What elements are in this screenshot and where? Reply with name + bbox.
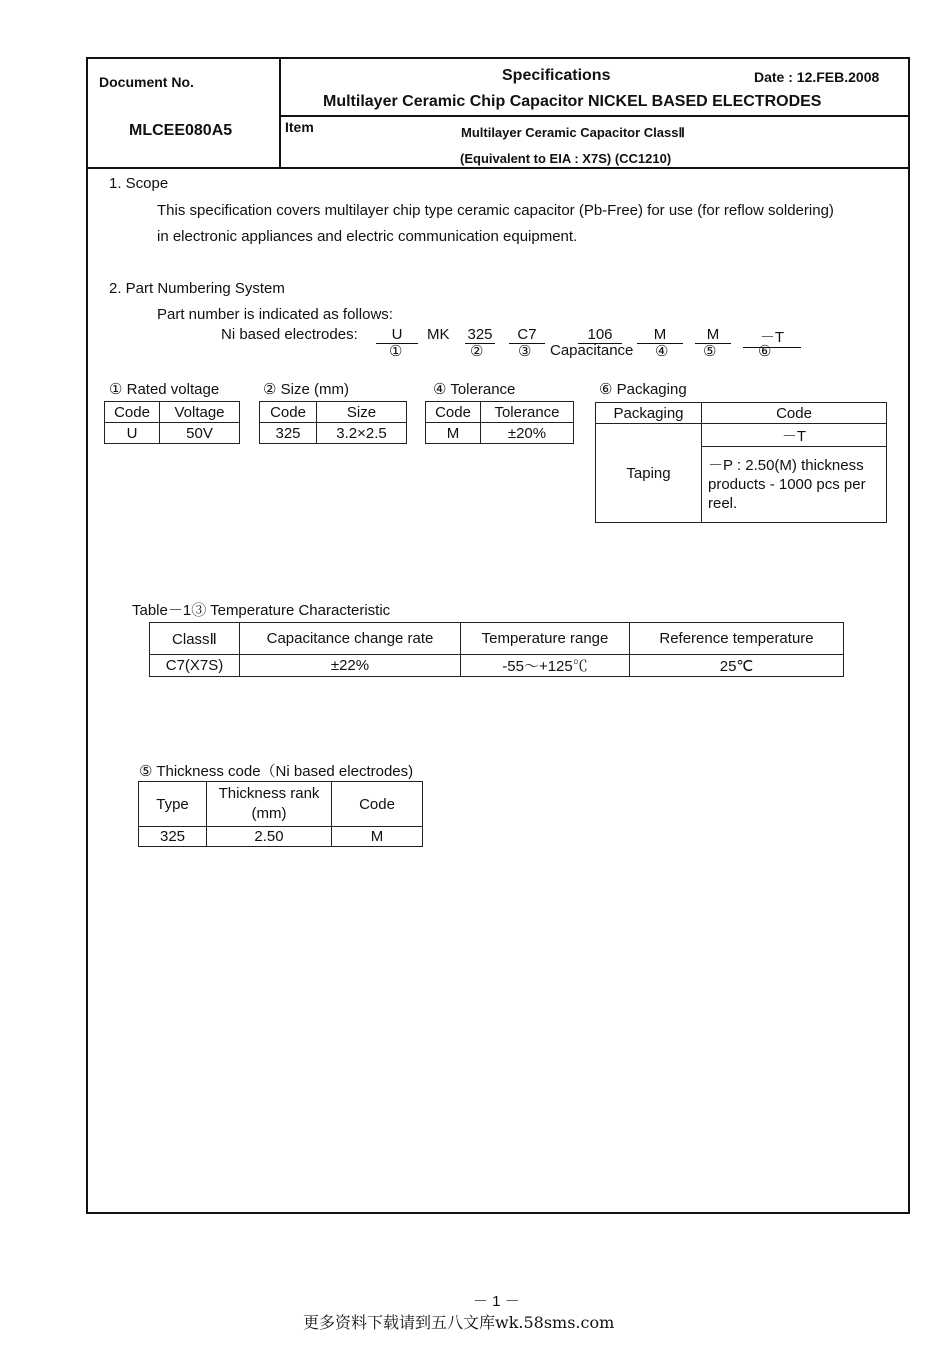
part-numbering-heading: 2. Part Numbering System bbox=[109, 280, 285, 297]
header-divider-bottom bbox=[87, 167, 910, 169]
tolerance-header-tolerance: Tolerance bbox=[481, 402, 574, 423]
scope-heading: 1. Scope bbox=[109, 175, 169, 192]
temperature-title: Table－1③ Temperature Characteristic bbox=[132, 602, 391, 619]
rated-voltage-header-code: Code bbox=[105, 402, 160, 423]
size-code: 325 bbox=[260, 423, 317, 444]
marker-capacitance: Capacitance bbox=[550, 342, 634, 359]
document-no-label: Document No. bbox=[99, 74, 194, 90]
tolerance-title: ④ Tolerance bbox=[433, 381, 516, 398]
thickness-header-rank-cell bbox=[207, 782, 332, 827]
part-code-packaging: －T bbox=[743, 326, 801, 348]
packaging-type: Taping bbox=[596, 424, 702, 523]
part-code-series: MK bbox=[427, 326, 450, 343]
rated-voltage-header-voltage: Voltage bbox=[160, 402, 240, 423]
packaging-code-p: －P : 2.50(M) thickness products - 1000 pcs per reel. bbox=[702, 447, 887, 523]
marker-6: ⑥ bbox=[758, 343, 772, 360]
rated-voltage-value: 50V bbox=[160, 423, 240, 444]
marker-2: ② bbox=[470, 343, 484, 360]
rated-voltage-title: ① Rated voltage bbox=[109, 381, 220, 398]
item-line-1: Multilayer Ceramic Capacitor ClassⅡ bbox=[461, 125, 685, 140]
thickness-header-code: Code bbox=[332, 782, 423, 827]
temp-header-class: ClassⅡ bbox=[150, 623, 240, 655]
size-title: ② Size (mm) bbox=[263, 381, 349, 398]
footer-watermark: 更多资料下载请到五八文库wk.58sms.com bbox=[303, 1313, 615, 1332]
marker-1: ① bbox=[389, 343, 403, 360]
thickness-table bbox=[138, 781, 423, 847]
thickness-code-value: M bbox=[332, 827, 423, 847]
part-code-voltage: U bbox=[376, 326, 418, 344]
size-header-size: Size bbox=[317, 402, 407, 423]
packaging-header-packaging: Packaging bbox=[596, 403, 702, 424]
part-code-thickness: M bbox=[695, 326, 731, 344]
tolerance-header-code: Code bbox=[426, 402, 481, 423]
size-header-code: Code bbox=[260, 402, 317, 423]
thickness-header-type: Type bbox=[139, 782, 207, 827]
header-divider-middle bbox=[280, 115, 910, 117]
header-divider-vertical bbox=[279, 58, 281, 168]
packaging-title: ⑥ Packaging bbox=[599, 381, 687, 398]
temp-header-capacitance-change: Capacitance change rate bbox=[240, 623, 461, 655]
temp-range-value: -55～+125℃ bbox=[461, 655, 630, 677]
size-value: 3.2×2.5 bbox=[317, 423, 407, 444]
temp-header-range: Temperature range bbox=[461, 623, 630, 655]
document-title: Multilayer Ceramic Chip Capacitor NICKEL BASED ELECTRODES bbox=[323, 93, 822, 110]
tolerance-value: ±20% bbox=[481, 423, 574, 444]
temp-reference-value: 25℃ bbox=[630, 655, 844, 677]
thickness-title: ⑤ Thickness code（Ni based electrodes) bbox=[139, 763, 414, 780]
part-numbering-intro: Part number is indicated as follows: bbox=[157, 306, 393, 323]
item-label: Item bbox=[285, 119, 314, 135]
part-code-temperature: C7 bbox=[509, 326, 545, 344]
temp-header-reference: Reference temperature bbox=[630, 623, 844, 655]
temp-capacitance-change-value: ±22% bbox=[240, 655, 461, 677]
item-line-2: (Equivalent to EIA : X7S) (CC1210) bbox=[460, 151, 672, 166]
tolerance-table bbox=[425, 401, 574, 444]
packaging-header-code: Code bbox=[702, 403, 887, 424]
marker-5: ⑤ bbox=[703, 343, 717, 360]
temperature-table bbox=[149, 622, 844, 677]
marker-3: ③ bbox=[518, 343, 532, 360]
temp-class-value: C7(X7S) bbox=[150, 655, 240, 677]
packaging-code-t: －T bbox=[702, 424, 887, 447]
size-table bbox=[259, 401, 407, 444]
specifications-heading: Specifications bbox=[502, 67, 611, 84]
part-numbering-prefix: Ni based electrodes: bbox=[221, 326, 358, 343]
thickness-type-value: 325 bbox=[139, 827, 207, 847]
page-number: － 1 － bbox=[473, 1293, 520, 1310]
thickness-header-rank: Thickness rank bbox=[218, 785, 320, 802]
packaging-table bbox=[595, 402, 887, 523]
part-code-tolerance: M bbox=[637, 326, 683, 344]
part-code-size: 325 bbox=[465, 326, 495, 344]
tolerance-code: M bbox=[426, 423, 481, 444]
part-code-capacitance: 106 bbox=[578, 326, 622, 344]
scope-text-line-2: in electronic appliances and electric communication equipment. bbox=[157, 228, 578, 245]
marker-4: ④ bbox=[655, 343, 669, 360]
rated-voltage-table bbox=[104, 401, 240, 444]
document-date: Date : 12.FEB.2008 bbox=[754, 69, 880, 85]
rated-voltage-code: U bbox=[105, 423, 160, 444]
document-number: MLCEE080A5 bbox=[129, 122, 233, 139]
scope-text-line-1: This specification covers multilayer chip type ceramic capacitor (Pb-Free) for use (for reflow soldering) bbox=[157, 202, 834, 219]
thickness-rank-value: 2.50 bbox=[207, 827, 332, 847]
thickness-header-rank-unit: (mm) bbox=[251, 805, 287, 822]
